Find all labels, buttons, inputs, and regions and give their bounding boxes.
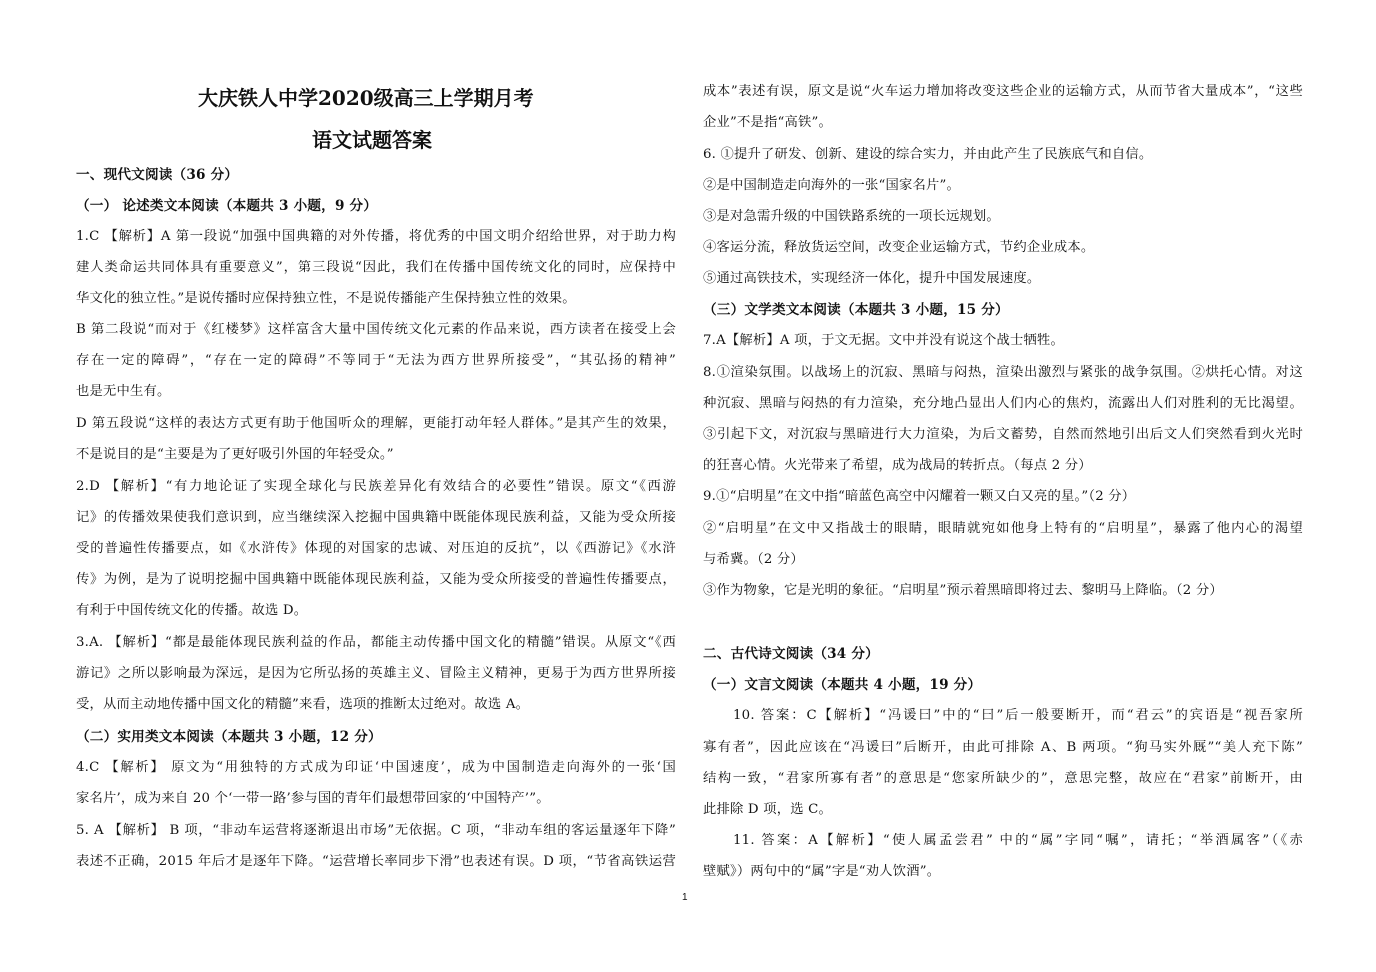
answer-line: 10. 答案：C【解析】“冯谖曰”中的“曰”后一般要断开，而“君云”的宾语是“视吾家所 bbox=[733, 708, 1303, 723]
answer-line: 种沉寂、黑暗与闷热的有力渲染，充分地凸显出人们内心的焦灼，流露出人们对胜利的无比渴望。 bbox=[703, 396, 1303, 411]
answer-line: 7.A【解析】A 项，于文无据。文中并没有说这个战士牺牲。 bbox=[703, 333, 1065, 348]
answer-line: 结构一致，“君家所寡有者”的意思是“您家所缺少的”，意思完整，故应在“君家”前断开，由 bbox=[703, 771, 1303, 786]
answer-line: 3.A. 【解析】“都是最能体现民族利益的作品，都能主动传播中国文化的精髓”错误。从原文“《西 bbox=[76, 635, 676, 650]
answer-line: ③引起下文，对沉寂与黑暗进行大力渲染，为后文蓄势，自然而然地引出后文人们突然看到火光时 bbox=[703, 427, 1303, 442]
answer-line: 华文化的独立性。”是说传播时应保持独立性，不是说传播能产生保持独立性的效果。 bbox=[76, 291, 576, 306]
answer-line: 也是无中生有。 bbox=[76, 384, 171, 399]
answer-line: 不是说目的是“主要是为了更好吸引外国的年轻受众。” bbox=[76, 447, 394, 462]
subsection-heading: （一） 论述类文本阅读（本题共 3 小题，9 分） bbox=[76, 198, 378, 214]
answer-line: 传》为例，是为了说明挖掘中国典籍中既能体现民族利益，又能为受众所接受的普遍性传播要点， bbox=[76, 572, 676, 587]
answer-line: 6. ①提升了研发、创新、建设的综合实力，并由此产生了民族底气和自信。 bbox=[703, 147, 1153, 162]
answer-line: 受的普遍性传播要点，如《水浒传》体现的对国家的忠诚、对压迫的反抗”，以《西游记》《水浒 bbox=[76, 541, 676, 556]
answer-line: 存在一定的障碍”，“存在一定的障碍”不等同于“无法为西方世界所接受”，“其弘扬的精神” bbox=[76, 353, 676, 368]
answer-line: ③是对急需升级的中国铁路系统的一项长远规划。 bbox=[703, 209, 1000, 224]
answer-line: 建人类命运共同体具有重要意义”，第三段说“因此，我们在传播中国传统文化的同时，应保持中 bbox=[76, 260, 676, 275]
answer-line: D 第五段说“这样的表达方式更有助于他国听众的理解，更能打动年轻人群体。”是其产生的效果， bbox=[76, 416, 676, 431]
subsection-heading: （一）文言文阅读（本题共 4 小题，19 分） bbox=[703, 677, 982, 693]
answer-line: ②是中国制造走向海外的一张“国家名片”。 bbox=[703, 178, 960, 193]
answer-line: 寡有者”，因此应该在“冯谖曰”后断开，由此可排除 A、B 两项。“狗马实外厩”“美人充下陈” bbox=[703, 740, 1303, 755]
answer-line: 9.①“启明星”在文中指“暗蓝色高空中闪耀着一颗又白又亮的星。”（2 分） bbox=[703, 489, 1136, 504]
answer-line: 5. A 【解析】 B 项，“非动车运营将逐渐退出市场”无依据。C 项，“非动车组的客运量逐年下降” bbox=[76, 823, 676, 838]
answer-line: 有利于中国传统文化的传播。故选 D。 bbox=[76, 603, 308, 618]
answer-line: ⑤通过高铁技术，实现经济一体化，提升中国发展速度。 bbox=[703, 271, 1041, 286]
section-heading: 一、现代文阅读（36 分） bbox=[76, 167, 239, 183]
page-number: 1 bbox=[682, 892, 688, 903]
answer-line: 表述不正确，2015 年后才是逐年下降。“运营增长率同步下滑”也表述有误。D 项，“节省高铁运营 bbox=[76, 854, 676, 869]
subsection-heading: （三）文学类文本阅读（本题共 3 小题，15 分） bbox=[703, 302, 1009, 318]
answer-line: 11. 答案：A【解析】“使人属孟尝君” 中的“属”字同“嘱”，请托；“举酒属客”（《赤 bbox=[733, 833, 1303, 848]
section-heading: 二、古代诗文阅读（34 分） bbox=[703, 646, 879, 662]
answer-line: ②“启明星”在文中又指战士的眼睛，眼睛就宛如他身上特有的“启明星”，暴露了他内心的渴望 bbox=[703, 521, 1303, 536]
answer-line: 成本”表述有误，原文是说“火车运力增加将改变这些企业的运输方式，从而节省大量成本”，“这些 bbox=[703, 84, 1303, 99]
exam-title: 大庆铁人中学2020级高三上学期月考 bbox=[198, 86, 534, 110]
answer-line: ④客运分流，释放货运空间，改变企业运输方式，节约企业成本。 bbox=[703, 240, 1095, 255]
answer-line: 企业”不是指“高铁”。 bbox=[703, 115, 832, 130]
answer-line: B 第二段说“而对于《红楼梦》这样富含大量中国传统文化元素的作品来说，西方读者在接受上会 bbox=[76, 322, 676, 337]
answer-line: 家名片’，成为来自 20 个‘一带一路’参与国的青年们最想带回家的‘中国特产’”。 bbox=[76, 791, 550, 806]
answer-line: ③作为物象，它是光明的象征。“启明星”预示着黑暗即将过去、黎明马上降临。（2 分） bbox=[703, 583, 1223, 598]
answer-line: 8.①渲染氛围。以战场上的沉寂、黑暗与闷热，渲染出激烈与紧张的战争氛围。②烘托心情。对这 bbox=[703, 365, 1303, 380]
answer-line: 此排除 D 项，选 C。 bbox=[703, 802, 832, 817]
answer-line: 受，从而主动地传播中国文化的精髓”来看，选项的推断太过绝对。故选 A。 bbox=[76, 697, 530, 712]
answer-line: 的狂喜心情。火光带来了希望，成为战局的转折点。（每点 2 分） bbox=[703, 458, 1092, 473]
answer-line: 壁赋》）两句中的“属”字是“劝人饮酒”。 bbox=[703, 864, 941, 879]
answer-line: 1.C 【解析】A 第一段说“加强中国典籍的对外传播，将优秀的中国文明介绍给世界，对于助力构 bbox=[76, 229, 676, 244]
answer-line: 4.C 【解析】 原文为“用独特的方式成为印证‘中国速度’，成为中国制造走向海外的一张‘国 bbox=[76, 760, 676, 775]
subsection-heading: （二）实用类文本阅读（本题共 3 小题，12 分） bbox=[76, 729, 382, 745]
answer-line: 游记》之所以影响最为深远，是因为它所弘扬的英雄主义、冒险主义精神，更易于为西方世界所接 bbox=[76, 666, 676, 681]
answer-line: 2.D 【解析】“有力地论证了实现全球化与民族差异化有效结合的必要性”错误。原文“《西游 bbox=[76, 479, 676, 494]
answer-line: 记》的传播效果使我们意识到，应当继续深入挖掘中国典籍中既能体现民族利益，又能为受众所接 bbox=[76, 510, 676, 525]
answer-line: 与希冀。（2 分） bbox=[703, 552, 804, 567]
exam-subtitle: 语文试题答案 bbox=[312, 128, 432, 152]
